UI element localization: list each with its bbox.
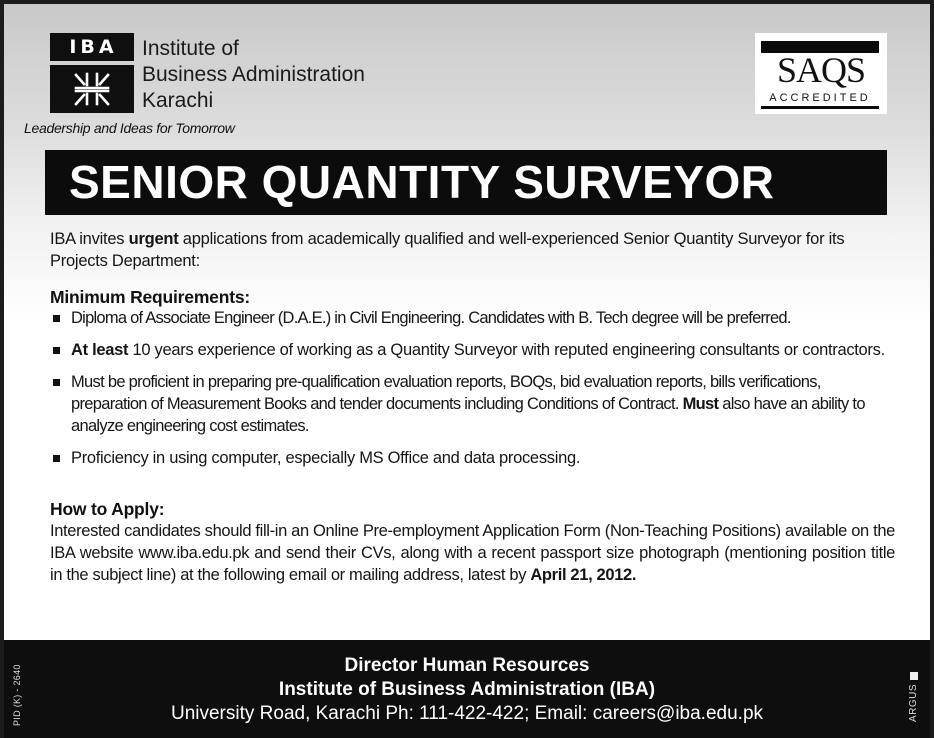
square-bullet-icon bbox=[53, 379, 60, 386]
square-bullet-icon bbox=[53, 455, 60, 462]
requirement-item: Proficiency in using computer, especially MS Office and data processing. bbox=[50, 447, 895, 469]
requirements-list bbox=[50, 307, 895, 479]
intro-paragraph: IBA invites urgent applications from academically qualified and well-experienced Senior Quantity Surveyor for its Projects Department: bbox=[50, 230, 845, 270]
requirement-item: Must be proficient in preparing pre-qualification evaluation reports, BOQs, bid evaluation reports, bills verifications, preparation of Measurement Books and tender documents including Conditions of Contract. Must also have an ability to analyze engineering cost estimates. bbox=[50, 371, 895, 437]
arrows-emblem-icon bbox=[72, 72, 112, 106]
accredited-label: ACCREDITED bbox=[769, 92, 871, 104]
contact-title: Director Human Resources bbox=[344, 655, 590, 676]
square-bullet-icon bbox=[53, 347, 60, 354]
how-to-apply-heading: How to Apply: bbox=[50, 499, 165, 519]
requirement-item: At least 10 years experience of working as a Quantity Surveyor with reputed engineering consultants or contractors. bbox=[50, 339, 895, 361]
saqs-accredited-logo bbox=[755, 33, 887, 114]
iba-wordmark: IBA bbox=[50, 33, 134, 61]
requirement-item: Diploma of Associate Engineer (D.A.E.) in Civil Engineering. Candidates with B. Tech degree will be preferred. bbox=[50, 307, 895, 329]
contact-organization: Institute of Business Administration (IBA) bbox=[278, 679, 656, 700]
pid-number: PID (K) - 2640 bbox=[12, 664, 22, 726]
saqs-bottom-bar bbox=[761, 106, 879, 109]
square-bullet-icon bbox=[53, 315, 60, 322]
urgent-emphasis: urgent bbox=[128, 230, 179, 248]
requirements-heading: Minimum Requirements: bbox=[50, 287, 250, 307]
square-icon bbox=[910, 672, 918, 680]
how-to-apply-paragraph: Interested candidates should fill-in an Online Pre-employment Application Form (Non-Teaching Positions) available on the IBA website www.iba.edu.pk and send their CVs, along with a recent passport size photograph (mentioning position title in the subject line) at the following email or mailing address, latest by April 21, 2012. bbox=[50, 522, 895, 584]
deadline: April 21, 2012. bbox=[530, 566, 637, 584]
agency-mark: ARGUS bbox=[908, 672, 919, 722]
contact-footer bbox=[4, 640, 930, 738]
tagline: Leadership and Ideas for Tomorrow bbox=[24, 120, 235, 136]
contact-address: University Road, Karachi Ph: 111-422-422; Email: careers@iba.edu.pk bbox=[170, 703, 764, 724]
iba-emblem-icon bbox=[50, 65, 134, 113]
saqs-letters: SAQS bbox=[776, 50, 866, 90]
institute-name: Institute of Business Administration Karachi bbox=[142, 37, 365, 112]
job-title: SENIOR QUANTITY SURVEYOR bbox=[45, 150, 887, 215]
